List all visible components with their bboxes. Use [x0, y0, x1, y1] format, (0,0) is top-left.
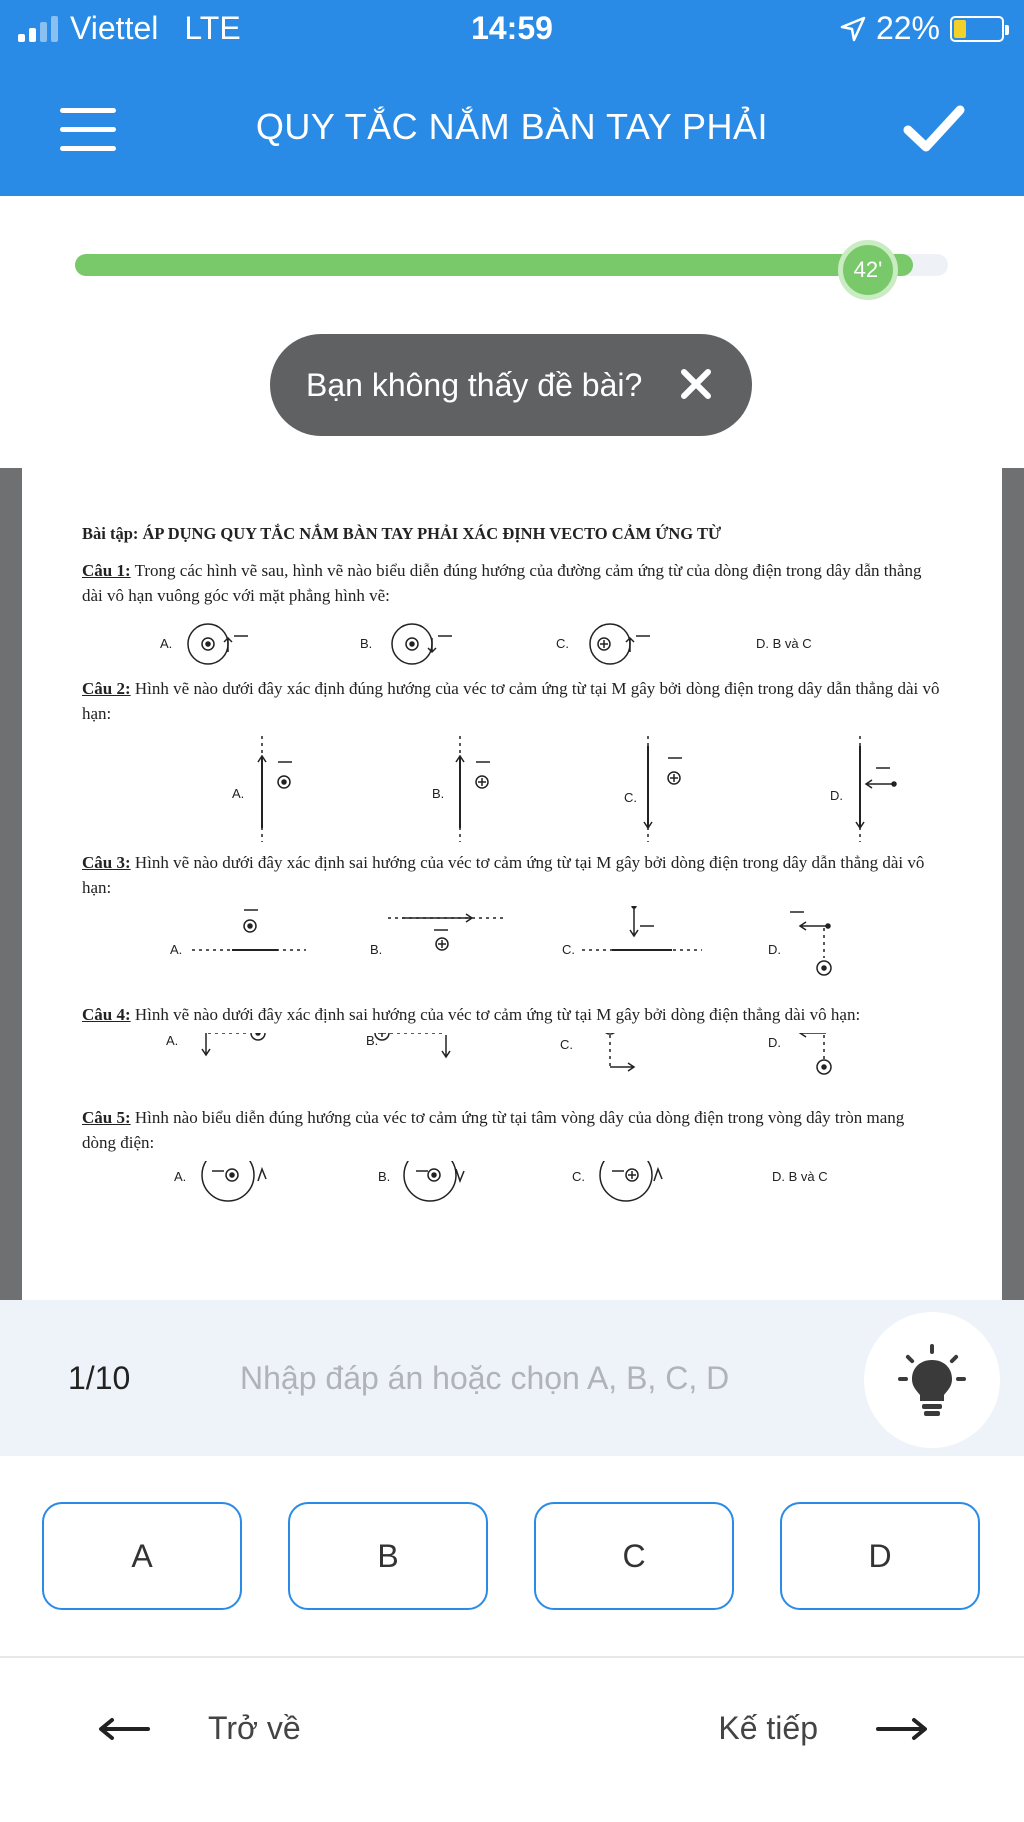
question-2 — [82, 676, 942, 726]
question-text: Trong các hình vẽ sau, hình vẽ nào biểu diễn đúng hướng của đường cảm ứng từ của dòng điện trong dây dẫn thẳng dài vô hạn vuông góc với mặt phẳng hình vẽ: — [82, 561, 922, 605]
carrier-label: Viettel — [70, 10, 159, 46]
option-label: C. — [560, 1037, 573, 1052]
page-title: QUY TẮC NẮM BÀN TAY PHẢI — [255, 106, 769, 147]
lightbulb-icon — [864, 1312, 1000, 1448]
question-4 — [82, 1002, 942, 1027]
question-5 — [82, 1105, 942, 1155]
next-label: Kế tiếp — [718, 1710, 818, 1746]
choice-c-button[interactable]: C — [534, 1502, 734, 1610]
option-label: B. — [370, 942, 383, 957]
question-3 — [82, 850, 942, 900]
app-header-bar — [0, 0, 1024, 196]
clock: 14:59 — [471, 10, 553, 46]
arrow-right-icon — [876, 1717, 928, 1741]
option-label: A. — [170, 942, 183, 957]
question-label: Câu 3: — [82, 853, 131, 872]
option-label: A. — [160, 636, 173, 651]
document-title: Bài tập: ÁP DỤNG QUY TẮC NẮM BÀN TAY PHẢI XÁC ĐỊNH VECTO CẢM ỨNG TỪ — [82, 524, 722, 543]
question-label: Câu 1: — [82, 561, 131, 580]
option-label: B. — [360, 636, 373, 651]
question-label: Câu 2: — [82, 679, 131, 698]
option-label: C. — [562, 942, 575, 957]
divider — [0, 1656, 1024, 1658]
option-label: B. — [378, 1169, 391, 1184]
question-counter: 1/10 — [68, 1360, 131, 1396]
answer-input[interactable] — [240, 1340, 800, 1416]
toast-text: Bạn không thấy đề bài? — [306, 366, 643, 403]
back-label: Trở về — [208, 1710, 301, 1746]
option-label: D. B và C — [772, 1169, 828, 1184]
question-4-figures — [82, 1033, 942, 1105]
close-icon[interactable] — [676, 364, 716, 404]
question-2-diagram — [82, 732, 942, 850]
option-label: D. — [830, 788, 843, 803]
option-label: B. — [432, 786, 445, 801]
progress-fill — [75, 254, 913, 276]
hint-button[interactable] — [864, 1312, 1000, 1448]
battery-percent: 22% — [875, 10, 940, 46]
timer-badge: 42' — [838, 240, 898, 300]
question-1-diagram — [82, 614, 942, 676]
option-label: B. — [366, 1033, 379, 1048]
progress-track — [75, 254, 948, 276]
choice-d-button[interactable]: D — [780, 1502, 980, 1610]
missing-question-toast[interactable] — [270, 334, 752, 436]
question-3-figures — [82, 906, 942, 1002]
option-label: D. — [768, 1035, 781, 1050]
question-5-figures — [82, 1161, 942, 1221]
next-button[interactable] — [718, 1710, 928, 1747]
back-button[interactable] — [98, 1710, 301, 1747]
question-3-diagram — [82, 906, 942, 1002]
option-label: C. — [624, 790, 637, 805]
choice-b-button[interactable]: B — [288, 1502, 488, 1610]
question-text: Hình nào biểu diễn đúng hướng của véc tơ cảm ứng từ tại tâm vòng dây của dòng điện trong vòng dây tròn mang dòng điện: — [82, 1108, 905, 1152]
battery-icon — [950, 16, 1004, 42]
answer-bar — [0, 1300, 1024, 1456]
option-label: D. B và C — [756, 636, 812, 651]
choice-a-button[interactable]: A — [42, 1502, 242, 1610]
question-5-diagram — [82, 1161, 942, 1221]
question-text: Hình vẽ nào dưới đây xác định sai hướng của véc tơ cảm ứng từ tại M gây bởi dòng điện trong dây dẫn thẳng dài vô hạn: — [82, 853, 925, 897]
location-arrow-icon — [840, 16, 866, 42]
status-bar — [0, 0, 1024, 60]
option-label: C. — [572, 1169, 585, 1184]
question-text: Hình vẽ nào dưới đây xác định sai hướng của véc tơ cảm ứng từ tại M gây bởi dòng điện thẳng dài vô hạn: — [130, 1005, 861, 1024]
network-label: LTE — [184, 10, 241, 46]
question-4-diagram — [82, 1033, 942, 1105]
option-label: C. — [556, 636, 569, 651]
check-icon[interactable] — [902, 100, 966, 156]
option-label: A. — [232, 786, 245, 801]
question-document — [0, 468, 1024, 1300]
question-label: Câu 4: — [82, 1005, 131, 1024]
option-label: D. — [768, 942, 781, 957]
option-label: A. — [174, 1169, 187, 1184]
option-label: A. — [166, 1033, 179, 1048]
arrow-left-icon — [98, 1717, 150, 1741]
question-text: Hình vẽ nào dưới đây xác định đúng hướng của véc tơ cảm ứng từ tại M gây bởi dòng điện trong dây dẫn thẳng dài vô hạn: — [82, 679, 940, 723]
question-label: Câu 5: — [82, 1108, 131, 1127]
question-2-figures — [82, 732, 942, 850]
question-1 — [82, 558, 942, 608]
question-1-figures — [82, 614, 942, 676]
